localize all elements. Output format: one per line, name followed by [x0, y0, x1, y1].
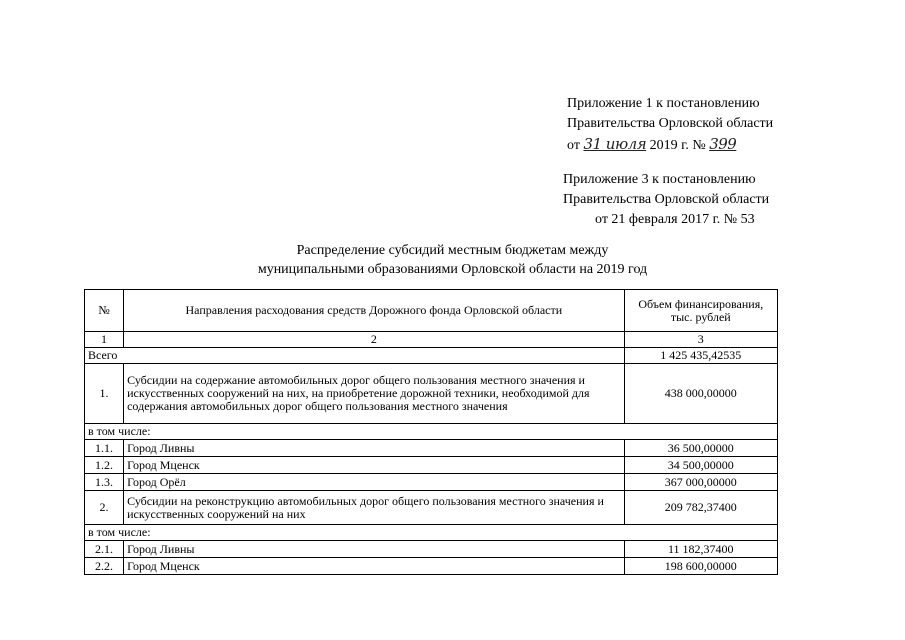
row-description: Субсидии на содержание автомобильных дорог общего пользования местного значения и искусственных сооружений на них, на приобретение дорожной техники, необходимой для содержания автомобильных дорог общего пользования местного значения: [124, 364, 624, 424]
appendix-3-line1: Приложение 3 к постановлению: [563, 172, 756, 187]
row-name: Город Ливны: [124, 541, 624, 558]
row-value: 36 500,00000: [624, 440, 777, 457]
appendix-1-line1: Приложение 1 к постановлению: [567, 96, 760, 111]
col-number-3: 3: [624, 332, 777, 348]
row-value: 209 782,37400: [624, 491, 777, 525]
row-number: 2.: [85, 491, 124, 525]
row-description: Субсидии на реконструкцию автомобильных дорог общего пользования местного значения и искусственных сооружений на них: [124, 491, 624, 525]
header-direction: Направления расходования средств Дорожного фонда Орловской области: [124, 290, 624, 332]
column-number-row: [85, 332, 778, 348]
header-number: №: [85, 290, 124, 332]
subheader-row: [85, 424, 778, 440]
document-title: [0, 241, 905, 279]
row-name: Город Мценск: [124, 457, 624, 474]
row-number: 1.1.: [85, 440, 124, 457]
row-value: 11 182,37400: [624, 541, 777, 558]
handwritten-number: 399: [709, 135, 737, 153]
subsidy-table: [84, 289, 778, 575]
table-row: [85, 440, 778, 457]
table-row: [85, 474, 778, 491]
subheader-label: в том числе:: [85, 525, 778, 541]
appendix-3-header: [563, 170, 769, 230]
appendix-1-date: [567, 134, 773, 156]
total-row: [85, 348, 778, 364]
col-number-1: 1: [85, 332, 124, 348]
row-name: Город Ливны: [124, 440, 624, 457]
row-number: 1.3.: [85, 474, 124, 491]
header-amount: Объем финансирования, тыс. рублей: [624, 290, 777, 332]
table-row: [85, 491, 778, 525]
total-label: Всего: [85, 348, 625, 364]
row-number: 2.1.: [85, 541, 124, 558]
row-name: Город Орёл: [124, 474, 624, 491]
row-number: 1.2.: [85, 457, 124, 474]
title-line1: Распределение субсидий местным бюджетам между: [296, 243, 609, 258]
appendix-1-line2: Правительства Орловской области: [567, 116, 774, 131]
title-line2: муниципальными образованиями Орловской области на 2019 год: [257, 262, 648, 277]
row-value: 34 500,00000: [624, 457, 777, 474]
row-value: 438 000,00000: [624, 364, 777, 424]
table-row: [85, 541, 778, 558]
date-prefix: от: [567, 138, 580, 153]
total-value: 1 425 435,42535: [624, 348, 777, 364]
row-number: 2.2.: [85, 558, 124, 575]
table-row: [85, 457, 778, 474]
subheader-row: [85, 525, 778, 541]
row-number: 1.: [85, 364, 124, 424]
appendix-1-header: [567, 94, 773, 156]
row-name: Город Мценск: [124, 558, 624, 575]
table-row: [85, 558, 778, 575]
appendix-3-line3: от 21 февраля 2017 г. № 53: [595, 212, 755, 227]
col-number-2: 2: [124, 332, 624, 348]
row-value: 367 000,00000: [624, 474, 777, 491]
table-header-row: [85, 290, 778, 332]
appendix-3-line2: Правительства Орловской области: [563, 192, 770, 207]
handwritten-date: 31 июля: [583, 135, 647, 153]
table-row: [85, 364, 778, 424]
row-value: 198 600,00000: [624, 558, 777, 575]
subheader-label: в том числе:: [85, 424, 778, 440]
date-year: 2019 г. №: [649, 138, 706, 153]
